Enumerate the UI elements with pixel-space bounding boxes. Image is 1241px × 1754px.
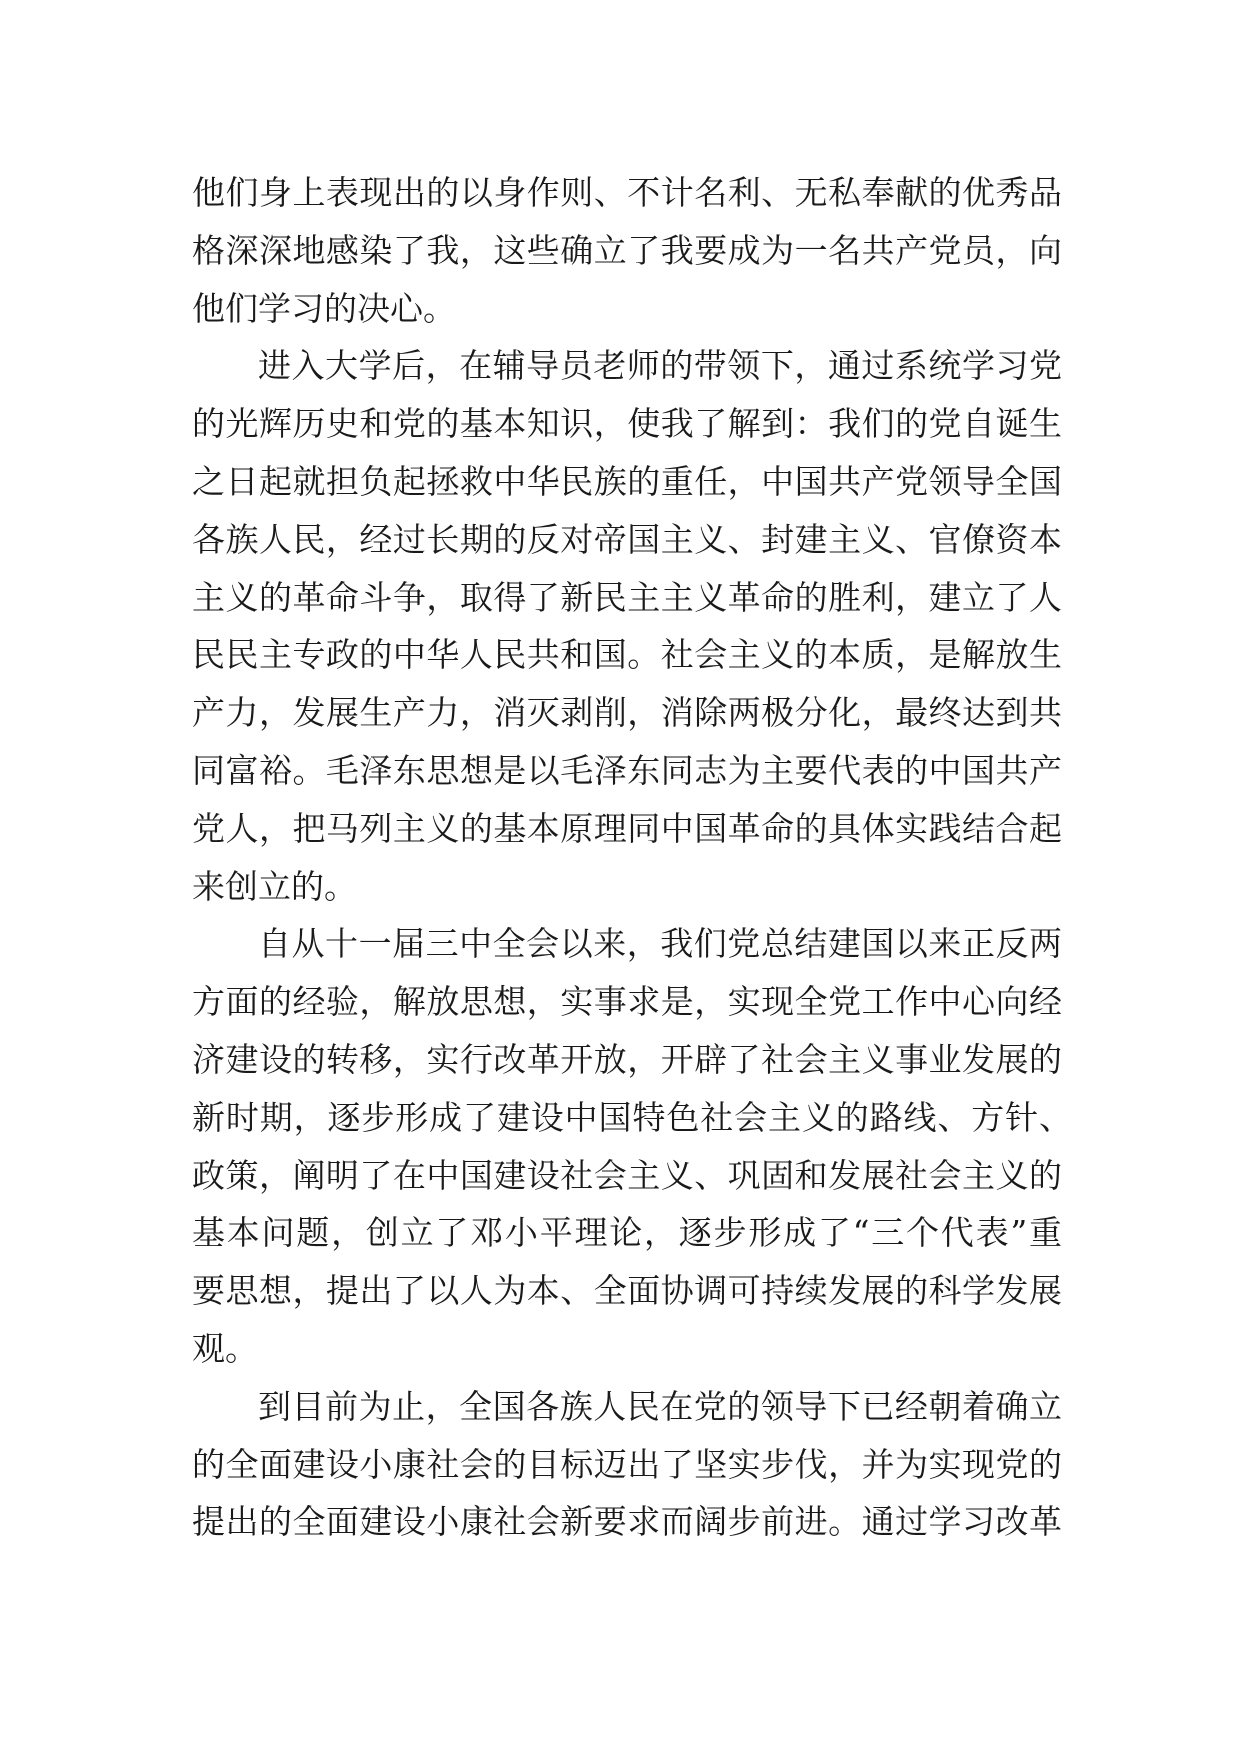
text-line: 来创立的。 — [192, 866, 357, 906]
text-line: 要思想，提出了以人为本、全面协调可持续发展的科学发展 — [192, 1271, 1062, 1311]
text-line: 之日起就担负起拯救中华民族的重任，中国共产党领导全国 — [192, 461, 1062, 501]
text-line: 他们身上表现出的以身作则、不计名利、无私奉献的优秀品 — [192, 173, 1062, 212]
paragraph-first-line: 进入大学后，在辅导员老师的带领下，通过系统学习党 — [258, 346, 1062, 386]
text-line: 各族人民，经过长期的反对帝国主义、封建主义、官僚资本 — [192, 519, 1062, 559]
text-line: 的光辉历史和党的基本知识，使我了解到：我们的党自诞生 — [192, 404, 1062, 444]
text-line: 提出的全面建设小康社会新要求而阔步前进。通过学习改革 — [192, 1502, 1062, 1542]
text-line: 基本问题，创立了邓小平理论，逐步形成了“三个代表”重 — [192, 1213, 1062, 1253]
text-line: 济建设的转移，实行改革开放，开辟了社会主义事业发展的 — [192, 1039, 1062, 1079]
text-line: 他们学习的决心。 — [192, 288, 456, 328]
paragraph-first-line: 到目前为止，全国各族人民在党的领导下已经朝着确立 — [258, 1386, 1062, 1426]
text-line: 政策，阐明了在中国建设社会主义、巩固和发展社会主义的 — [192, 1155, 1062, 1195]
text-line: 党人，把马列主义的基本原理同中国革命的具体实践结合起 — [192, 808, 1062, 848]
text-line: 产力，发展生产力，消灭剥削，消除两极分化，最终达到共 — [192, 693, 1062, 733]
paragraph-first-line: 自从十一届三中全会以来，我们党总结建国以来正反两 — [258, 924, 1062, 964]
text-line: 同富裕。毛泽东思想是以毛泽东同志为主要代表的中国共产 — [192, 750, 1062, 790]
body-text — [192, 164, 1072, 1551]
text-line: 民民主专政的中华人民共和国。社会主义的本质，是解放生 — [192, 635, 1062, 675]
text-line: 格深深地感染了我，这些确立了我要成为一名共产党员，向 — [192, 230, 1062, 270]
text-line: 主义的革命斗争，取得了新民主主义革命的胜利，建立了人 — [192, 577, 1062, 617]
text-line: 观。 — [192, 1328, 258, 1368]
text-line: 的全面建设小康社会的目标迈出了坚实步伐，并为实现党的 — [192, 1444, 1062, 1484]
text-line: 方面的经验，解放思想，实事求是，实现全党工作中心向经 — [192, 982, 1062, 1022]
text-line: 新时期，逐步形成了建设中国特色社会主义的路线、方针、 — [192, 1097, 1072, 1137]
